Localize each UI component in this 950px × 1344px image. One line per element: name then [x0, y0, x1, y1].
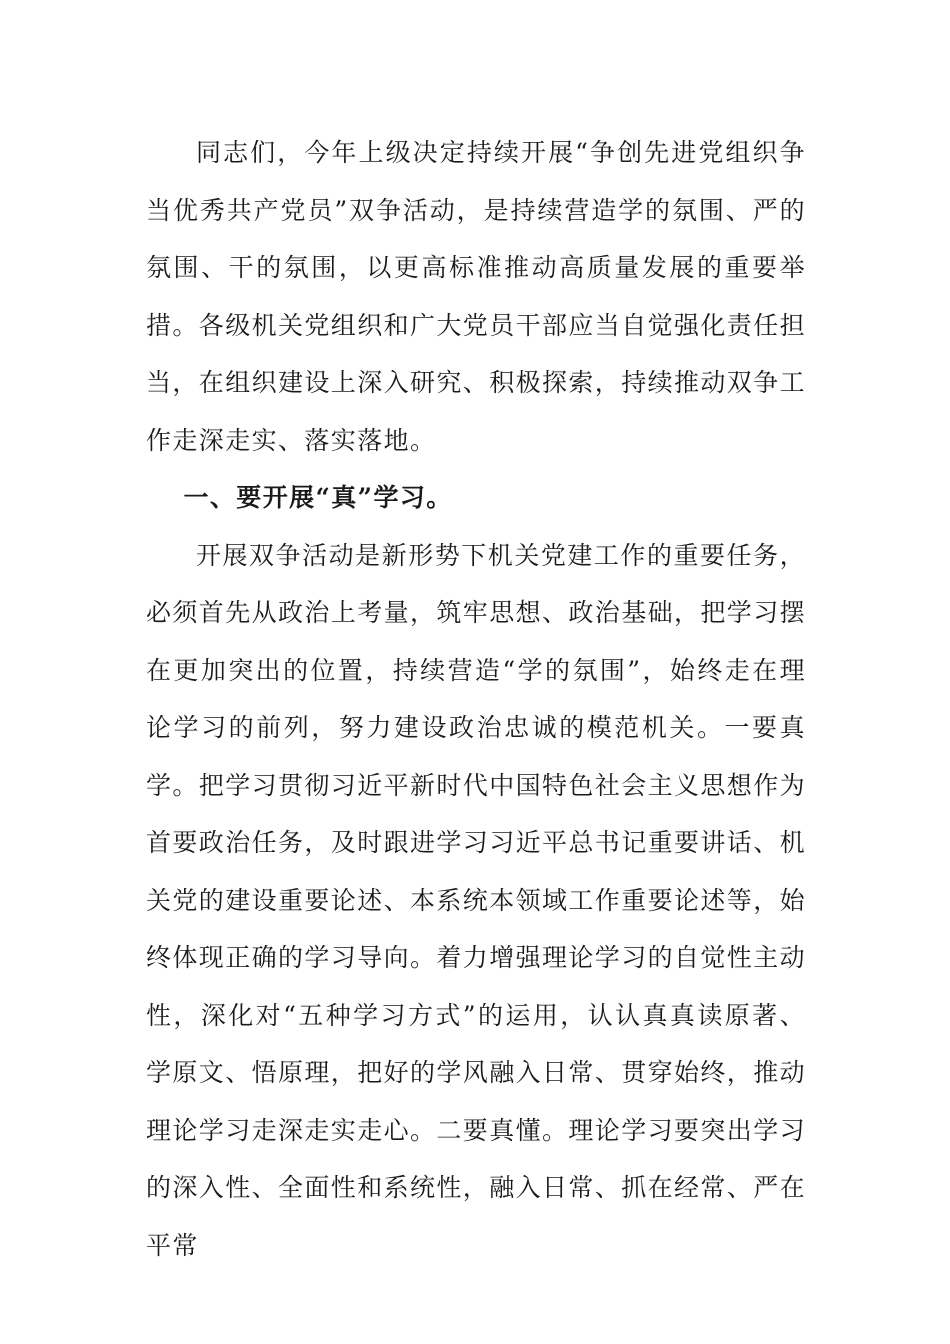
document-page: [146, 124, 806, 1274]
opening-paragraph: 同志们，今年上级决定持续开展“争创先进党组织争当优秀共产党员”双争活动，是持续营造学的氛围、严的氛围、干的氛围，以更高标准推动高质量发展的重要举措。各级机关党组织和广大党员干部应当自觉强化责任担当，在组织建设上深入研究、积极探索，持续推动双争工作走深走实、落实落地。: [146, 138, 807, 455]
section-body-paragraph: 开展双争活动是新形势下机关党建工作的重要任务，必须首先从政治上考量，筑牢思想、政治基础，把学习摆在更加突出的位置，持续营造“学的氛围”，始终走在理论学习的前列，努力建设政治忠诚的模范机关。一要真学。把学习贯彻习近平新时代中国特色社会主义思想作为首要政治任务，及时跟进学习习近平总书记重要讲话、机关党的建设重要论述、本系统本领域工作重要论述等，始终体现正确的学习导向。着力增强理论学习的自觉性主动性，深化对“五种学习方式”的运用，认认真真读原著、学原文、悟原理，把好的学风融入日常、贯穿始终，推动理论学习走深走实走心。二要真懂。理论学习要突出学习的深入性、全面性和系统性，融入日常、抓在经常、严在平常: [146, 540, 807, 1260]
section-heading: 一、要开展“真”学习。: [183, 483, 453, 512]
